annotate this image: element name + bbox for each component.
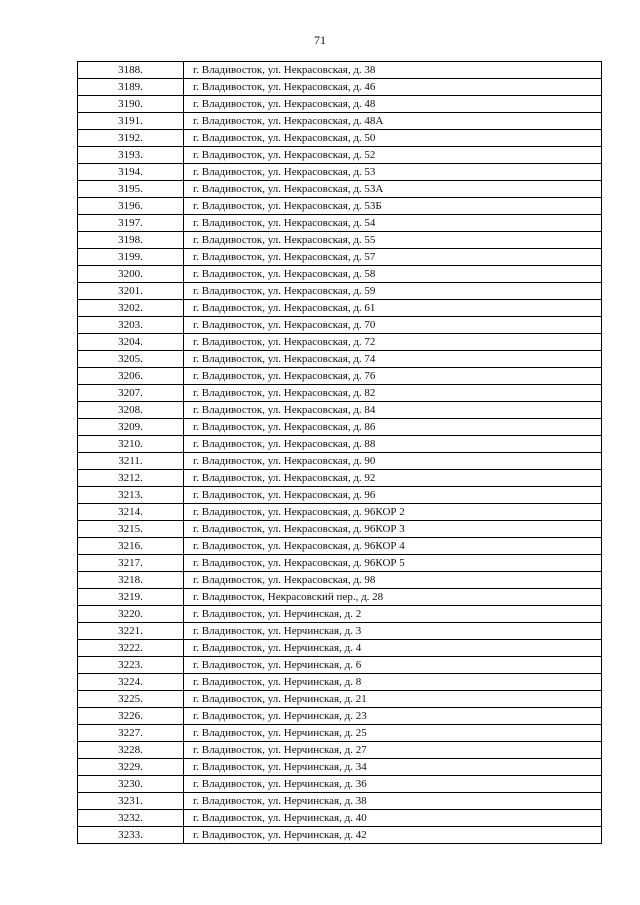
row-number: 3199. [78, 249, 184, 266]
table-row [78, 470, 602, 487]
row-number: 3193. [78, 147, 184, 164]
address-cell: г. Владивосток, ул. Нерчинская, д. 42 [184, 827, 602, 844]
page-number: 71 [314, 33, 326, 47]
row-number: 3210. [78, 436, 184, 453]
address-cell: г. Владивосток, ул. Некрасовская, д. 57 [184, 249, 602, 266]
row-number: 3208. [78, 402, 184, 419]
table-row [78, 198, 602, 215]
address-cell: г. Владивосток, ул. Нерчинская, д. 3 [184, 623, 602, 640]
row-number: 3233. [78, 827, 184, 844]
address-cell: г. Владивосток, ул. Некрасовская, д. 84 [184, 402, 602, 419]
address-cell: г. Владивосток, ул. Нерчинская, д. 21 [184, 691, 602, 708]
address-cell: г. Владивосток, ул. Нерчинская, д. 23 [184, 708, 602, 725]
table-row [78, 453, 602, 470]
address-cell: г. Владивосток, ул. Некрасовская, д. 53А [184, 181, 602, 198]
address-cell: г. Владивосток, ул. Некрасовская, д. 55 [184, 232, 602, 249]
table-row [78, 538, 602, 555]
address-cell: г. Владивосток, ул. Нерчинская, д. 8 [184, 674, 602, 691]
table-row [78, 402, 602, 419]
row-number: 3221. [78, 623, 184, 640]
row-number: 3214. [78, 504, 184, 521]
address-cell: г. Владивосток, ул. Некрасовская, д. 58 [184, 266, 602, 283]
address-cell: г. Владивосток, ул. Некрасовская, д. 52 [184, 147, 602, 164]
row-number: 3231. [78, 793, 184, 810]
table-row [78, 300, 602, 317]
row-number: 3196. [78, 198, 184, 215]
row-number: 3194. [78, 164, 184, 181]
table-row [78, 232, 602, 249]
address-cell: г. Владивосток, ул. Некрасовская, д. 92 [184, 470, 602, 487]
table-row [78, 589, 602, 606]
address-cell: г. Владивосток, ул. Нерчинская, д. 25 [184, 725, 602, 742]
address-cell: г. Владивосток, ул. Некрасовская, д. 59 [184, 283, 602, 300]
row-number: 3200. [78, 266, 184, 283]
address-table [77, 61, 602, 844]
address-cell: г. Владивосток, ул. Нерчинская, д. 36 [184, 776, 602, 793]
row-number: 3188. [78, 62, 184, 79]
address-cell: г. Владивосток, ул. Некрасовская, д. 88 [184, 436, 602, 453]
address-cell: г. Владивосток, ул. Некрасовская, д. 96КОР 2 [184, 504, 602, 521]
address-cell: г. Владивосток, ул. Нерчинская, д. 38 [184, 793, 602, 810]
table-row [78, 215, 602, 232]
row-number: 3211. [78, 453, 184, 470]
table-row [78, 436, 602, 453]
table-row [78, 674, 602, 691]
row-number: 3191. [78, 113, 184, 130]
table-row [78, 691, 602, 708]
table-row [78, 368, 602, 385]
table-row [78, 334, 602, 351]
row-number: 3207. [78, 385, 184, 402]
table-row [78, 130, 602, 147]
table-row [78, 827, 602, 844]
table-row [78, 385, 602, 402]
row-number: 3216. [78, 538, 184, 555]
row-number: 3218. [78, 572, 184, 589]
row-number: 3232. [78, 810, 184, 827]
row-number: 3224. [78, 674, 184, 691]
table-row [78, 147, 602, 164]
table-row [78, 793, 602, 810]
row-number: 3220. [78, 606, 184, 623]
address-cell: г. Владивосток, Некрасовский пер., д. 28 [184, 589, 602, 606]
row-number: 3189. [78, 79, 184, 96]
row-number: 3192. [78, 130, 184, 147]
address-cell: г. Владивосток, ул. Нерчинская, д. 27 [184, 742, 602, 759]
table-row [78, 623, 602, 640]
table-row [78, 742, 602, 759]
table-row [78, 283, 602, 300]
address-cell: г. Владивосток, ул. Некрасовская, д. 61 [184, 300, 602, 317]
table-row [78, 266, 602, 283]
address-cell: г. Владивосток, ул. Некрасовская, д. 70 [184, 317, 602, 334]
address-cell: г. Владивосток, ул. Некрасовская, д. 53 [184, 164, 602, 181]
table-row [78, 181, 602, 198]
row-number: 3190. [78, 96, 184, 113]
address-cell: г. Владивосток, ул. Нерчинская, д. 34 [184, 759, 602, 776]
row-number: 3229. [78, 759, 184, 776]
row-number: 3203. [78, 317, 184, 334]
row-number: 3197. [78, 215, 184, 232]
table-row [78, 640, 602, 657]
address-cell: г. Владивосток, ул. Нерчинская, д. 40 [184, 810, 602, 827]
row-number: 3226. [78, 708, 184, 725]
table-row [78, 725, 602, 742]
address-cell: г. Владивосток, ул. Некрасовская, д. 96КОР 4 [184, 538, 602, 555]
table-row [78, 521, 602, 538]
row-number: 3204. [78, 334, 184, 351]
row-number: 3213. [78, 487, 184, 504]
table-row [78, 351, 602, 368]
address-cell: г. Владивосток, ул. Нерчинская, д. 6 [184, 657, 602, 674]
address-cell: г. Владивосток, ул. Некрасовская, д. 54 [184, 215, 602, 232]
row-number: 3230. [78, 776, 184, 793]
table-row [78, 62, 602, 79]
address-cell: г. Владивосток, ул. Некрасовская, д. 48 [184, 96, 602, 113]
table-row [78, 810, 602, 827]
address-cell: г. Владивосток, ул. Некрасовская, д. 82 [184, 385, 602, 402]
address-cell: г. Владивосток, ул. Некрасовская, д. 90 [184, 453, 602, 470]
table-row [78, 96, 602, 113]
table-row [78, 419, 602, 436]
row-number: 3198. [78, 232, 184, 249]
address-cell: г. Владивосток, ул. Некрасовская, д. 38 [184, 62, 602, 79]
table-row [78, 504, 602, 521]
table-row [78, 606, 602, 623]
table-body [78, 62, 602, 844]
table-row [78, 113, 602, 130]
row-number: 3212. [78, 470, 184, 487]
address-cell: г. Владивосток, ул. Некрасовская, д. 53Б [184, 198, 602, 215]
row-number: 3201. [78, 283, 184, 300]
table-row [78, 249, 602, 266]
address-cell: г. Владивосток, ул. Нерчинская, д. 4 [184, 640, 602, 657]
table-row [78, 759, 602, 776]
table-row [78, 487, 602, 504]
row-number: 3206. [78, 368, 184, 385]
table-row [78, 555, 602, 572]
table-row [78, 657, 602, 674]
row-number: 3195. [78, 181, 184, 198]
table-row [78, 317, 602, 334]
row-number: 3217. [78, 555, 184, 572]
table-row [78, 572, 602, 589]
address-cell: г. Владивосток, ул. Некрасовская, д. 96 [184, 487, 602, 504]
address-cell: г. Владивосток, ул. Некрасовская, д. 98 [184, 572, 602, 589]
table-row [78, 708, 602, 725]
address-cell: г. Владивосток, ул. Некрасовская, д. 74 [184, 351, 602, 368]
row-number: 3202. [78, 300, 184, 317]
row-number: 3228. [78, 742, 184, 759]
address-cell: г. Владивосток, ул. Нерчинская, д. 2 [184, 606, 602, 623]
table-row [78, 79, 602, 96]
address-cell: г. Владивосток, ул. Некрасовская, д. 46 [184, 79, 602, 96]
address-cell: г. Владивосток, ул. Некрасовская, д. 50 [184, 130, 602, 147]
row-number: 3223. [78, 657, 184, 674]
address-cell: г. Владивосток, ул. Некрасовская, д. 96КОР 5 [184, 555, 602, 572]
row-number: 3219. [78, 589, 184, 606]
row-number: 3227. [78, 725, 184, 742]
address-cell: г. Владивосток, ул. Некрасовская, д. 72 [184, 334, 602, 351]
address-cell: г. Владивосток, ул. Некрасовская, д. 86 [184, 419, 602, 436]
table-row [78, 164, 602, 181]
row-number: 3215. [78, 521, 184, 538]
row-number: 3205. [78, 351, 184, 368]
table-row [78, 776, 602, 793]
row-number: 3222. [78, 640, 184, 657]
row-number: 3225. [78, 691, 184, 708]
address-cell: г. Владивосток, ул. Некрасовская, д. 76 [184, 368, 602, 385]
address-cell: г. Владивосток, ул. Некрасовская, д. 96КОР 3 [184, 521, 602, 538]
address-cell: г. Владивосток, ул. Некрасовская, д. 48А [184, 113, 602, 130]
row-number: 3209. [78, 419, 184, 436]
